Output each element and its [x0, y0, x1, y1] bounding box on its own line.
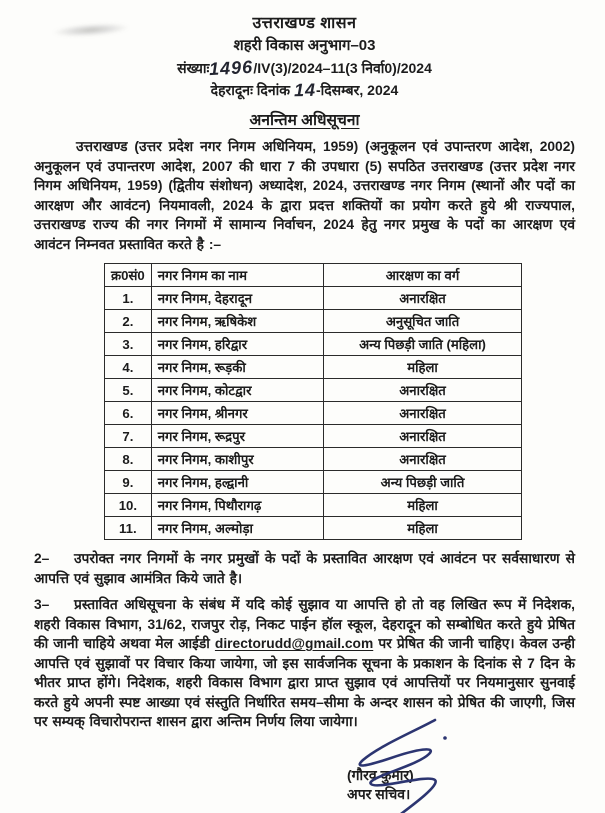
serial-cell: 10. [105, 494, 152, 517]
serial-cell: 6. [105, 402, 152, 425]
category-cell: अनारक्षित [324, 448, 522, 471]
category-cell: अनारक्षित [324, 287, 522, 310]
paragraph-2 [34, 549, 575, 588]
category-cell: महिला [324, 494, 522, 517]
serial-cell: 8. [105, 448, 152, 471]
serial-cell: 9. [105, 471, 152, 494]
corporation-cell: नगर निगम, हल्द्वानी [151, 471, 323, 494]
date-suffix: -दिसम्बर, 2024 [315, 82, 399, 98]
date-handwritten: 14 [293, 79, 317, 101]
column-header-corporation: नगर निगम का नाम [151, 264, 323, 287]
table-row [105, 517, 522, 540]
serial-cell: 4. [105, 356, 152, 379]
place-date-prefix: देहरादूनः दिनांक [210, 82, 291, 98]
table-row [105, 425, 522, 448]
serial-cell: 7. [105, 425, 152, 448]
corporation-cell: नगर निगम, रूड़की [151, 356, 323, 379]
signature-block [335, 766, 485, 804]
place-date-line [34, 80, 575, 100]
contact-email: directorudd@gmail.com [214, 636, 374, 651]
table-row [105, 402, 522, 425]
table-row [105, 310, 522, 333]
department-section: शहरी विकास अनुभाग–03 [233, 37, 376, 54]
corporation-cell: नगर निगम, कोटद्वार [151, 379, 323, 402]
paragraph-3-text-after: पर प्रेषित की जानी चाहिए। केवल उन्ही आपत्ति एवं सुझावों पर विचार किया जायेगा, जो इस सार्वजनिक सूचना के प्रकाशन के दिनांक से 7 दिन के भीतर प्राप्त होंगे। निदेशक, शहरी विकास विभाग द्वारा प्राप्त सुझाव एवं आपत्तियों पर नियमानुसार सुनवाई करते हुये अपनी स्पष्ट आख्या एवं संस्तुति निर्धारित समय–सीमा के अन्दर शासन को प्रेषित की जाएगी, जिस पर सम्यक् विचारोपरान्त शासन द्वारा अन्तिम निर्णय लिया जायेगा। [34, 636, 575, 729]
serial-cell: 3. [105, 333, 152, 356]
paragraph-3 [34, 595, 575, 732]
government-name: उत्तराखण्ड शासन [252, 15, 357, 32]
corporation-cell: नगर निगम, ऋषिकेश [151, 310, 323, 333]
category-cell: अनारक्षित [324, 402, 522, 425]
letter-number-prefix: संख्याः [177, 60, 210, 76]
table-row [105, 471, 522, 494]
table-row [105, 494, 522, 517]
column-header-serial: क्र0सं0 [105, 264, 152, 287]
table-row [105, 356, 522, 379]
category-cell: अन्य पिछड़ी जाति (महिला) [324, 333, 522, 356]
table-row [105, 379, 522, 402]
corporation-cell: नगर निगम, पिथौरागढ़ [151, 494, 323, 517]
serial-cell: 2. [105, 310, 152, 333]
table-row [105, 448, 522, 471]
document-title: अनन्तिम अधिसूचना [249, 112, 360, 129]
table-row [105, 287, 522, 310]
table-header-row [105, 264, 522, 287]
category-cell: अन्य पिछड़ी जाति [324, 471, 522, 494]
corporation-cell: नगर निगम, देहरादून [151, 287, 323, 310]
corporation-cell: नगर निगम, रूद्रपुर [151, 425, 323, 448]
category-cell: अनुसूचित जाति [324, 310, 522, 333]
serial-cell: 1. [105, 287, 152, 310]
category-cell: महिला [324, 517, 522, 540]
corporation-cell: नगर निगम, हरिद्वार [151, 333, 323, 356]
paragraph-3-text-before: प्रस्तावित अधिसूचना के संबंध में यदि कोई सुझाव या आपत्ति हो तो वह लिखित रूप में निदेशक, शहरी विकास विभाग, 31/62, राजपुर रोड़, निकट पाईन हॉल स्कूल, देहरादून को सम्बोधित करते हुये प्रेषित की जानी चाहिये अथवा मेल आईडी [34, 597, 575, 651]
serial-cell: 5. [105, 379, 152, 402]
paragraph-3-marker: 3– [34, 597, 50, 612]
paragraph-2-text: उपरोक्त नगर निगमों के नगर प्रमुखों के पदों के प्रस्तावित आरक्षण एवं आवंटन पर सर्वसाधारण से आपत्ति एवं सुझाव आमंत्रित किये जाते है। [34, 551, 575, 586]
table-row [105, 333, 522, 356]
column-header-category: आरक्षण का वर्ग [324, 264, 522, 287]
letter-number-line [34, 58, 575, 78]
category-cell: अनारक्षित [324, 379, 522, 402]
serial-cell: 11. [105, 517, 152, 540]
corporation-cell: नगर निगम, श्रीनगर [151, 402, 323, 425]
paragraph-2-marker: 2– [34, 551, 50, 566]
corporation-cell: नगर निगम, अल्मोड़ा [151, 517, 323, 540]
category-cell: महिला [324, 356, 522, 379]
opening-paragraph: उत्तराखण्ड (उत्तर प्रदेश नगर निगम अधिनियम, 1959) (अनुकूलन एवं उपान्तरण आदेश, 2002) अनुकूलन एवं उपान्तरण आदेश, 2007 की धारा 7 की उपधारा (5) सपठित उत्तराखण्ड (उत्तर प्रदेश नगर निगम अधिनियम, 1959) (द्वितीय संशोधन) अध्यादेश, 2024, उत्तराखण्ड नगर निगम (स्थानों और पदों का आरक्षण और आवंटन) नियमावली, 2024 के द्वारा प्रदत्त शक्तियों का प्रयोग करते हुये श्री राज्यपाल, उत्तराखण्ड राज्य की नगर निगमों में सामान्य निर्वाचन, 2024 हेतु नगर प्रमुख के पदों का आरक्षण एवं आवंटन निम्नवत प्रस्तावित करते है :– [34, 139, 575, 252]
letter-number-handwritten: 1496 [208, 56, 254, 80]
signatory-name: (गौरव कुमार) [347, 766, 414, 783]
letter-number-suffix: /IV(3)/2024–11(3 निर्वा0)/2024 [253, 60, 432, 76]
reservation-table [104, 263, 522, 540]
category-cell: अनारक्षित [324, 425, 522, 448]
corporation-cell: नगर निगम, काशीपुर [151, 448, 323, 471]
signatory-designation: अपर सचिव। [347, 785, 411, 802]
